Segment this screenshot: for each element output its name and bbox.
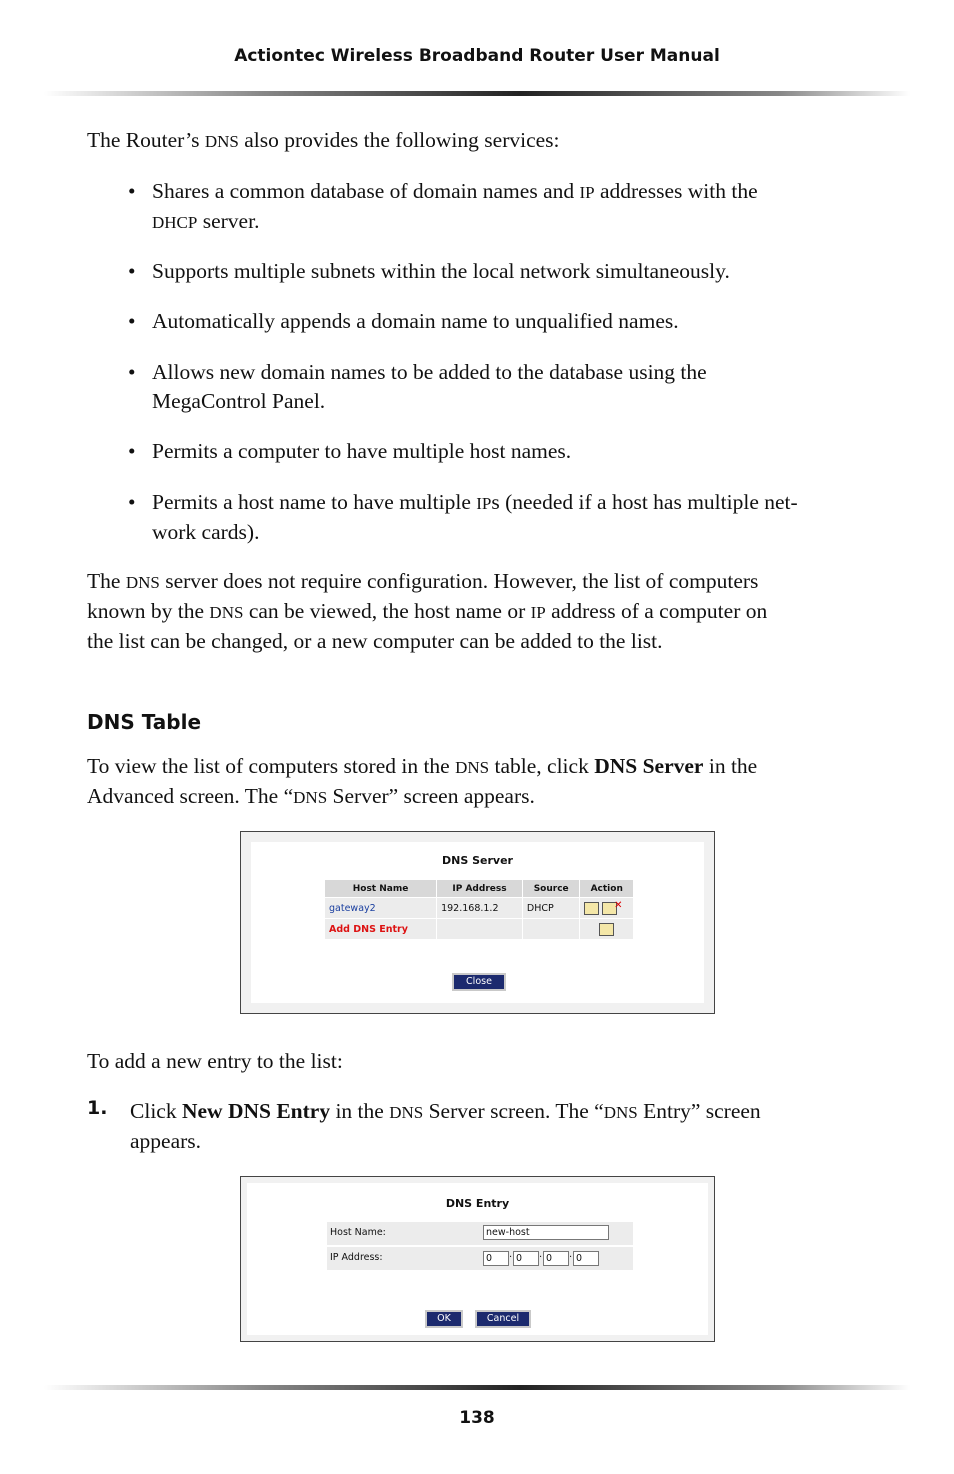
column-header: Source	[522, 880, 580, 898]
column-header: IP Address	[437, 880, 523, 898]
cancel-button[interactable]: Cancel	[475, 1310, 531, 1328]
ip-address-label: IP Address:	[330, 1252, 383, 1263]
host-name-row	[327, 1222, 633, 1245]
host-name-link[interactable]: gateway2	[325, 898, 437, 919]
ip-octet-input[interactable]: 0	[573, 1251, 599, 1266]
body-paragraph: The DNS server does not require configuration. However, the list of computers known by the DNS can be viewed, the host name or IP address of a computer on the list can be changed, or a new computer can be added to the list.	[87, 569, 768, 653]
column-header: Host Name	[325, 880, 437, 898]
footer-rule	[44, 1385, 910, 1390]
add-icon[interactable]	[599, 923, 614, 936]
host-name-input[interactable]: new-host	[483, 1225, 609, 1240]
section-heading: DNS Table	[87, 710, 202, 734]
action-cell	[580, 898, 634, 919]
page-number: 138	[459, 1408, 495, 1428]
intro-paragraph: The Router’s DNS also provides the following services:	[87, 128, 560, 152]
header-rule	[44, 91, 910, 96]
edit-icon[interactable]	[584, 902, 599, 915]
running-header: Actiontec Wireless Broadband Router User Manual	[234, 46, 720, 66]
body-paragraph: To add a new entry to the list:	[87, 1049, 343, 1073]
column-header: Action	[580, 880, 634, 898]
ok-button[interactable]: OK	[425, 1310, 463, 1328]
step-text: Click New DNS Entry in the DNS Server screen. The “DNS Entry” screen appears.	[130, 1099, 761, 1153]
step-number: 1.	[87, 1097, 108, 1119]
ip-octet-input[interactable]: 0	[543, 1251, 569, 1266]
dns-table	[324, 879, 634, 940]
dns-server-screenshot	[240, 831, 715, 1014]
table-row	[325, 898, 634, 919]
ip-octet-input[interactable]: 0	[513, 1251, 539, 1266]
close-button[interactable]: Close	[452, 973, 506, 991]
body-paragraph: To view the list of computers stored in the DNS table, click DNS Server in the Advanced screen. The “DNS Server” screen appears.	[87, 754, 758, 808]
action-cell	[580, 919, 634, 940]
ip-octet-input[interactable]: 0	[483, 1251, 509, 1266]
dns-entry-title: DNS Entry	[445, 1197, 510, 1210]
dns-server-title: DNS Server	[442, 854, 513, 867]
source-cell: DHCP	[522, 898, 580, 919]
delete-icon[interactable]	[602, 902, 617, 915]
ip-address-cell: 192.168.1.2	[437, 898, 523, 919]
host-name-label: Host Name:	[330, 1227, 386, 1238]
dns-entry-screenshot	[240, 1176, 715, 1342]
table-row	[325, 919, 634, 940]
add-dns-entry-link[interactable]: Add DNS Entry	[325, 919, 437, 940]
ip-address-row: IP Address: 0 . 0 . 0 . 0	[327, 1247, 633, 1270]
